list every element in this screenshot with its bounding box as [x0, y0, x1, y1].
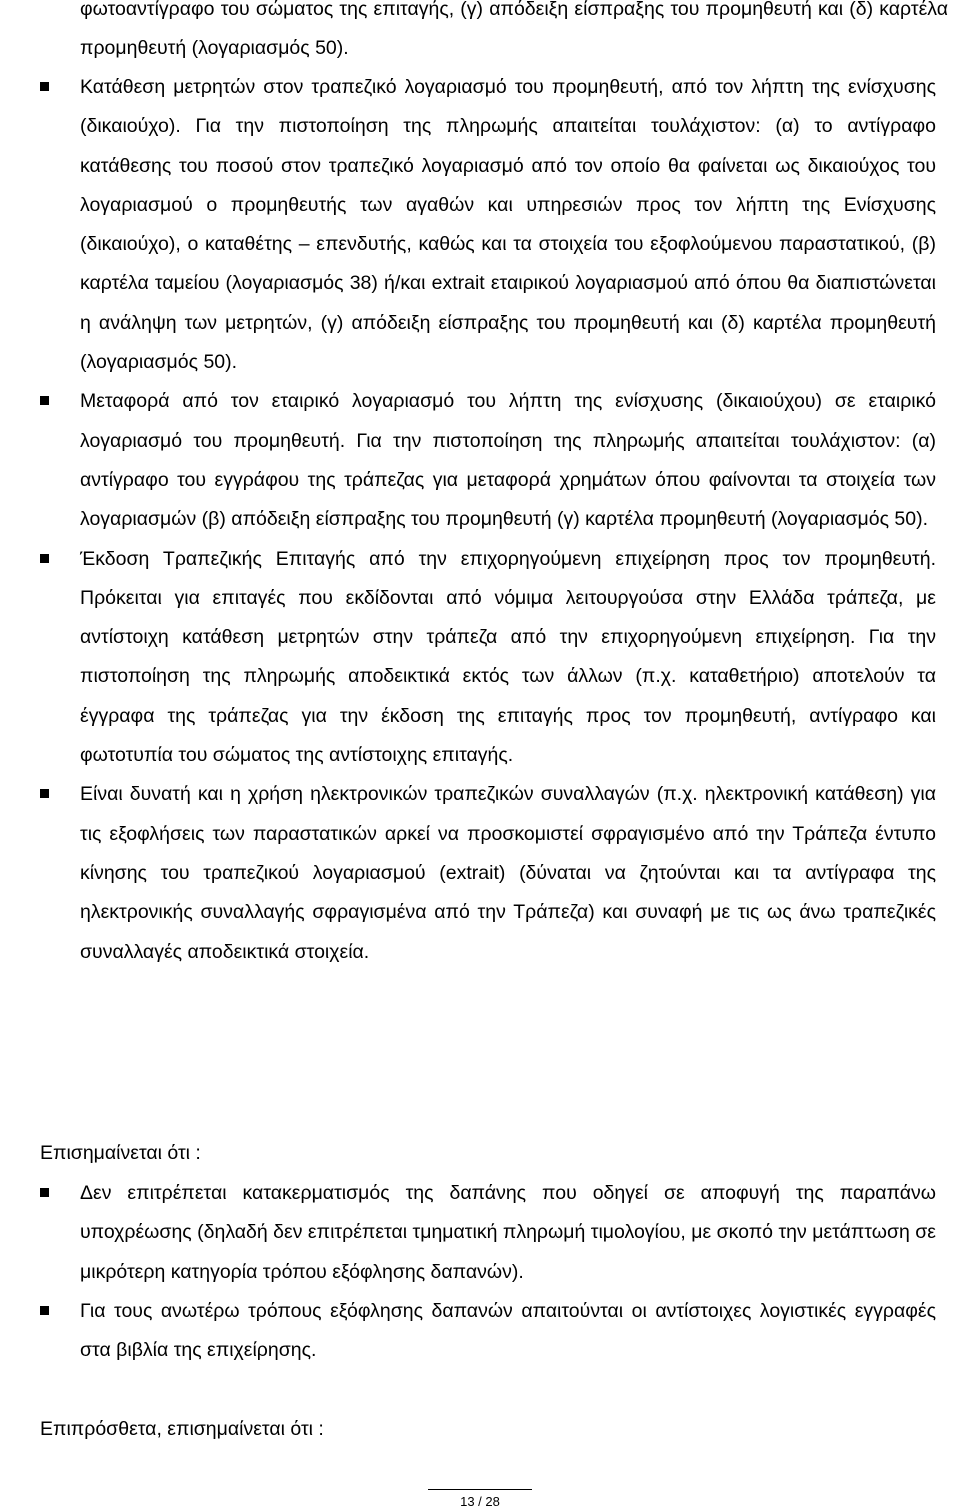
square-bullet-icon: [40, 789, 49, 798]
list-item-text: Για τους ανωτέρω τρόπους εξόφλησης δαπανών απαιτούνται οι αντίστοιχες λογιστικές εγγραφές στα βιβλία της επιχείρησης.: [80, 1299, 936, 1362]
notes-list: [0, 1174, 948, 1370]
section-heading: Επισημαίνεται ότι :: [40, 1142, 201, 1164]
payment-methods-list: [0, 68, 948, 972]
square-bullet-icon: [40, 82, 49, 91]
list-item: [0, 1292, 948, 1371]
list-item-text: Μεταφορά από τον εταιρικό λογαριασμό του λήπτη της ενίσχυσης (δικαιούχου) σε εταιρικό λογαριασμό του προμηθευτή. Για την πιστοποίηση της πληρωμής απαιτείται τουλάχιστον: (α) αντίγραφο του εγγράφου της τράπεζας για μεταφορά χρημάτων όπου φαίνονται τα στοιχεία των λογαριασμών (β) απόδειξη είσπραξης του προμηθευτή (γ) καρτέλα προμηθευτή (λογαριασμός 50).: [80, 390, 936, 531]
list-item: [0, 68, 948, 382]
list-item: [0, 540, 948, 776]
list-item: [0, 775, 948, 971]
list-item: [0, 382, 948, 539]
square-bullet-icon: [40, 1306, 49, 1315]
section-heading: Επιπρόσθετα, επισημαίνεται ότι :: [40, 1418, 324, 1440]
square-bullet-icon: [40, 554, 49, 563]
square-bullet-icon: [40, 1188, 49, 1197]
continuation-paragraph: φωτοαντίγραφο του σώματος της επιταγής, (γ) απόδειξη είσπραξης του προμηθευτή και (δ) καρτέλα προμηθευτή (λογαριασμός 50).: [80, 0, 948, 60]
page-number: 13 / 28: [460, 1494, 500, 1509]
list-item-text: Είναι δυνατή και η χρήση ηλεκτρονικών τραπεζικών συναλλαγών (π.χ. ηλεκτρονική κατάθεση) για τις εξοφλήσεις των παραστατικών αρκεί να προσκομιστεί σφραγισμένο από την Τράπεζα έντυπο κίνησης του τραπεζικού λογαριασμού (extrait) (δύναται να ζητούνται και τα αντίγραφα της ηλεκτρονικής συναλλαγής σφραγισμένα από την Τράπεζα) και συναφή με τις ως άνω τραπεζικές συναλλαγές αποδεικτικά στοιχεία.: [80, 783, 936, 963]
footer-divider: [428, 1489, 532, 1490]
square-bullet-icon: [40, 396, 49, 405]
list-item-text: Δεν επιτρέπεται κατακερματισμός της δαπάνης που οδηγεί σε αποφυγή της παραπάνω υποχρέωσης (δηλαδή δεν επιτρέπεται τμηματική πληρωμή τιμολογίου, με σκοπό την μετάπτωση σε μικρότερη κατηγορία τρόπου εξόφλησης δαπανών).: [80, 1182, 936, 1283]
list-item-text: Κατάθεση μετρητών στον τραπεζικό λογαριασμό του προμηθευτή, από τον λήπτη της ενίσχυσης (δικαιούχο). Για την πιστοποίηση της πληρωμής απαιτείται τουλάχιστον: (α) το αντίγραφο κατάθεσης του ποσού στον τραπεζικό λογαριασμό από τον οποίο θα φαίνεται ως δικαιούχος του λογαριασμού ο προμηθευτής των αγαθών και υπηρεσιών προς τον λήπτη της Ενίσχυσης (δικαιούχο), ο καταθέτης – επενδυτής, καθώς και τα στοιχεία του εξοφλούμενου παραστατικού, (β) καρτέλα ταμείου (λογαριασμός 38) ή/και extrait εταιρικού λογαριασμού από όπου θα διαπιστώνεται η ανάληψη των μετρητών, (γ) απόδειξη είσπραξης του προμηθευτή και (δ) καρτέλα προμηθευτή (λογαριασμός 50).: [80, 76, 936, 374]
list-item-text: Έκδοση Τραπεζικής Επιταγής από την επιχορηγούμενη επιχείρηση προς τον προμηθευτή. Πρόκειται για επιταγές που εκδίδονται από νόμιμα λειτουργούσα στην Ελλάδα τράπεζα, με αντίστοιχη κατάθεση μετρητών στην τράπεζα από την επιχορηγούμενη επιχείρηση. Για την πιστοποίηση της πληρωμής αποδεικτικά εκτός των άλλων (π.χ. καταθετήριο) αποτελούν τα έγγραφα της τράπεζας για την έκδοση της επιταγής προς τον προμηθευτή, αντίγραφο και φωτοτυπία του σώματος της αντίστοιχης επιταγής.: [80, 547, 936, 767]
list-item: [0, 1174, 948, 1292]
